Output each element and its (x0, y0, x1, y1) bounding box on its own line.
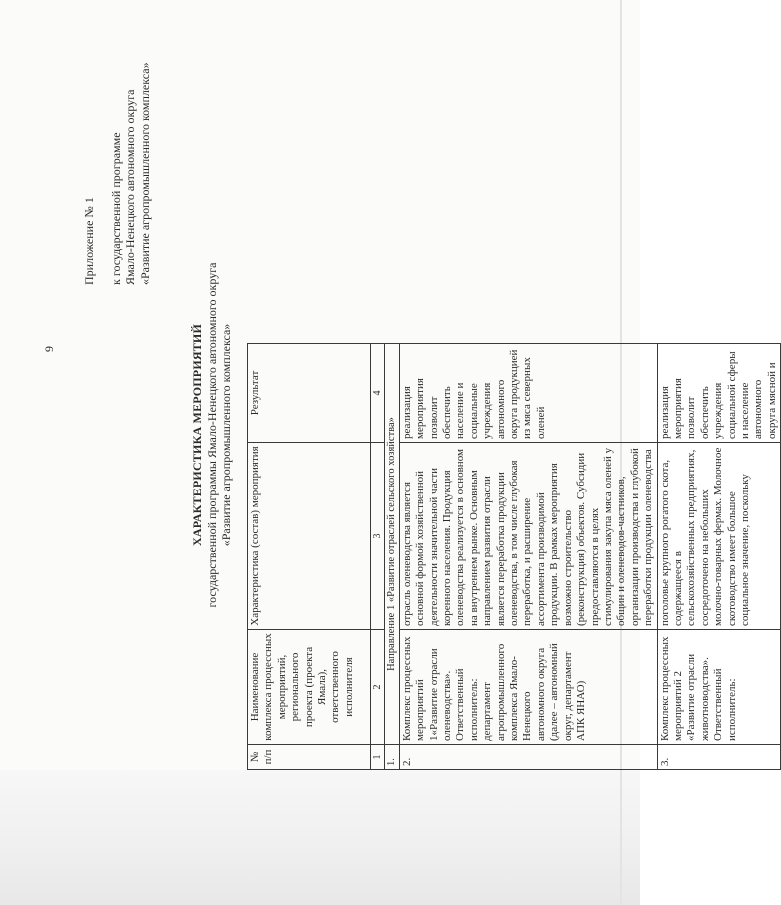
section-title: Направление 1 «Развитие отраслей сельского хозяйства» (385, 344, 399, 745)
heading-title: ХАРАКТЕРИСТИКА МЕРОПРИЯТИЙ (190, 324, 204, 546)
heading-subtitle: государственной программы Ямало-Ненецкого автономного округа (204, 262, 219, 608)
row-result: реализация мероприятия позволит обеспечить учреждения социальной сферы и население автономного округа мясной и (657, 344, 781, 443)
row-number: 3. (657, 745, 781, 770)
appendix-title: Приложение № 1 (82, 197, 96, 285)
header-cell-num: № п/п (248, 745, 371, 770)
section-number: 1. (385, 745, 399, 770)
appendix-line: «Развитие агропромышленного комплекса» (137, 62, 152, 285)
table-header-row (248, 344, 371, 770)
appendix-block (82, 25, 152, 285)
row-name: Комплекс процессных мероприятий 1«Развитие отрасли оленеводства». Ответственный исполнитель: департамент агропромышленного комплекса Ямало-Ненецкого автономного округа (далее – автономный округ, департамент АПК ЯНАО) (399, 630, 657, 745)
row-characteristic: отрасль оленеводства является основной формой хозяйственной деятельности значительной части коренного населения. Продукция оленеводства реализуется в основном на внутреннем рынке. Основным направлением развития отрасли является переработка продукции оленеводства, в том числе глубокая переработка, и расширение ассортимента производимой продукции. В рамках мероприятия возможно строительство (реконструкция) объектов. Субсидии предоставляются в целях стимулирования закупа мяса оленей у общин и оленеводов-частников, организации производства и глубокой переработки продукции оленеводства (399, 443, 657, 630)
row-result: реализация мероприятия позволит обеспечить население и социальные учреждения автономного округа продукцией из мяса северных оленей (399, 344, 657, 443)
table-row (399, 344, 657, 770)
column-number-row (371, 344, 385, 770)
header-cell-characteristic: Характеристика (состав) мероприятия (248, 443, 371, 630)
appendix-line: к государственной программе (108, 132, 123, 285)
header-cell-result: Результат (248, 344, 371, 443)
row-number: 2. (399, 745, 657, 770)
column-number: 3 (371, 443, 385, 630)
row-characteristic: поголовье крупного рогатого скота, содержащееся в сельскохозяйственных предприятиях, сосредоточено на небольших молочно-товарных фермах. Молочное скотоводство имеет большое социальное значение, поскольку (657, 443, 781, 630)
header-cell-name: Наименование комплекса процессных мероприятий, регионального проекта (проекта Ямала), ответственного исполнителя (248, 630, 371, 745)
document-heading (190, 115, 234, 755)
appendix-line: Ямало-Ненецкого автономного округа (123, 89, 137, 285)
column-number: 4 (371, 344, 385, 443)
column-number: 2 (371, 630, 385, 745)
heading-subtitle: «Развитие агропромышленного комплекса» (219, 323, 233, 547)
measures-table (247, 343, 781, 770)
row-name: Комплекс процессных мероприятий 2 «Развитие отрасли животноводства». Ответственный исполнитель: (657, 630, 781, 745)
page-number: 9 (42, 346, 56, 352)
column-number: 1 (371, 745, 385, 770)
section-row (385, 344, 399, 770)
table-row (657, 344, 781, 770)
